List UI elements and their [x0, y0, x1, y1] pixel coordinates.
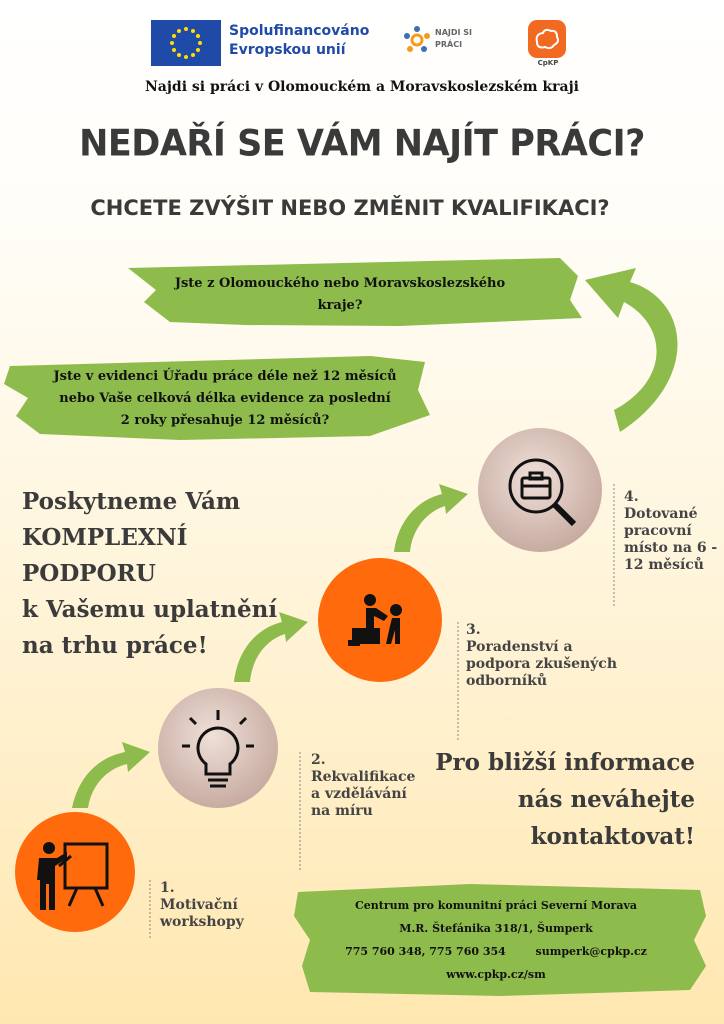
organization-info [316, 894, 676, 986]
step-4-circle [478, 428, 602, 552]
contact-prompt: Pro bližší informace nás neváhejte kontaktovat! [435, 749, 695, 850]
arrow-1-icon [72, 742, 150, 808]
question-registration: Jste v evidenci Úřadu práce déle než 12 měsíců nebo Vaše celková délka evidence za poslední 2 roky přesahuje 12 měsíců? [53, 369, 397, 428]
cpkp-logo-text: CpKP [537, 59, 559, 67]
curved-arrow-icon [585, 268, 678, 432]
step-4-label: 4. Dotované pracovní místo na 6 - 12 měsíců [624, 489, 718, 573]
lightbulb-icon [158, 688, 278, 808]
subheader: Najdi si práci v Olomouckém a Moravskoslezském kraji [145, 79, 579, 95]
org-contacts [316, 940, 676, 963]
najdi-si-praci-text: NAJDI SI PRÁCI [435, 28, 473, 49]
step-3-label: 3. Poradenství a podpora zkušených odborníků [466, 622, 617, 689]
step-2-circle [158, 688, 278, 808]
org-name: Centrum pro komunitní práci Severní Morava [354, 899, 637, 912]
eu-cofinanced-text: Spolufinancováno Evropskou unií [229, 23, 370, 58]
step-1-label: 1. Motivační workshopy [160, 880, 244, 930]
org-phones: 775 760 348, 775 760 354 [345, 945, 506, 958]
page-subtitle: CHCETE ZVÝŠIT NEBO ZMĚNIT KVALIFIKACI? [90, 196, 610, 220]
org-web[interactable]: www.cpkp.cz/sm [446, 968, 546, 981]
briefcase-search-icon [478, 428, 602, 552]
question-region: Jste z Olomouckého nebo Moravskoslezského kraje? [174, 276, 506, 313]
support-headline: Poskytneme Vám KOMPLEXNÍ PODPORU k Vašemu uplatnění na trhu práce! [22, 488, 278, 659]
helping-hand-icon [318, 558, 442, 682]
org-address: M.R. Štefánika 318/1, Šumperk [399, 922, 593, 935]
arrow-3-icon [394, 484, 468, 552]
presentation-icon [15, 812, 135, 932]
step-2-label: 2. Rekvalifikace a vzdělávání na míru [311, 752, 416, 819]
page-title: NEDAŘÍ SE VÁM NAJÍT PRÁCI? [79, 123, 645, 165]
org-email[interactable]: sumperk@cpkp.cz [535, 945, 647, 958]
step-3-circle [318, 558, 442, 682]
step-1-circle [15, 812, 135, 932]
